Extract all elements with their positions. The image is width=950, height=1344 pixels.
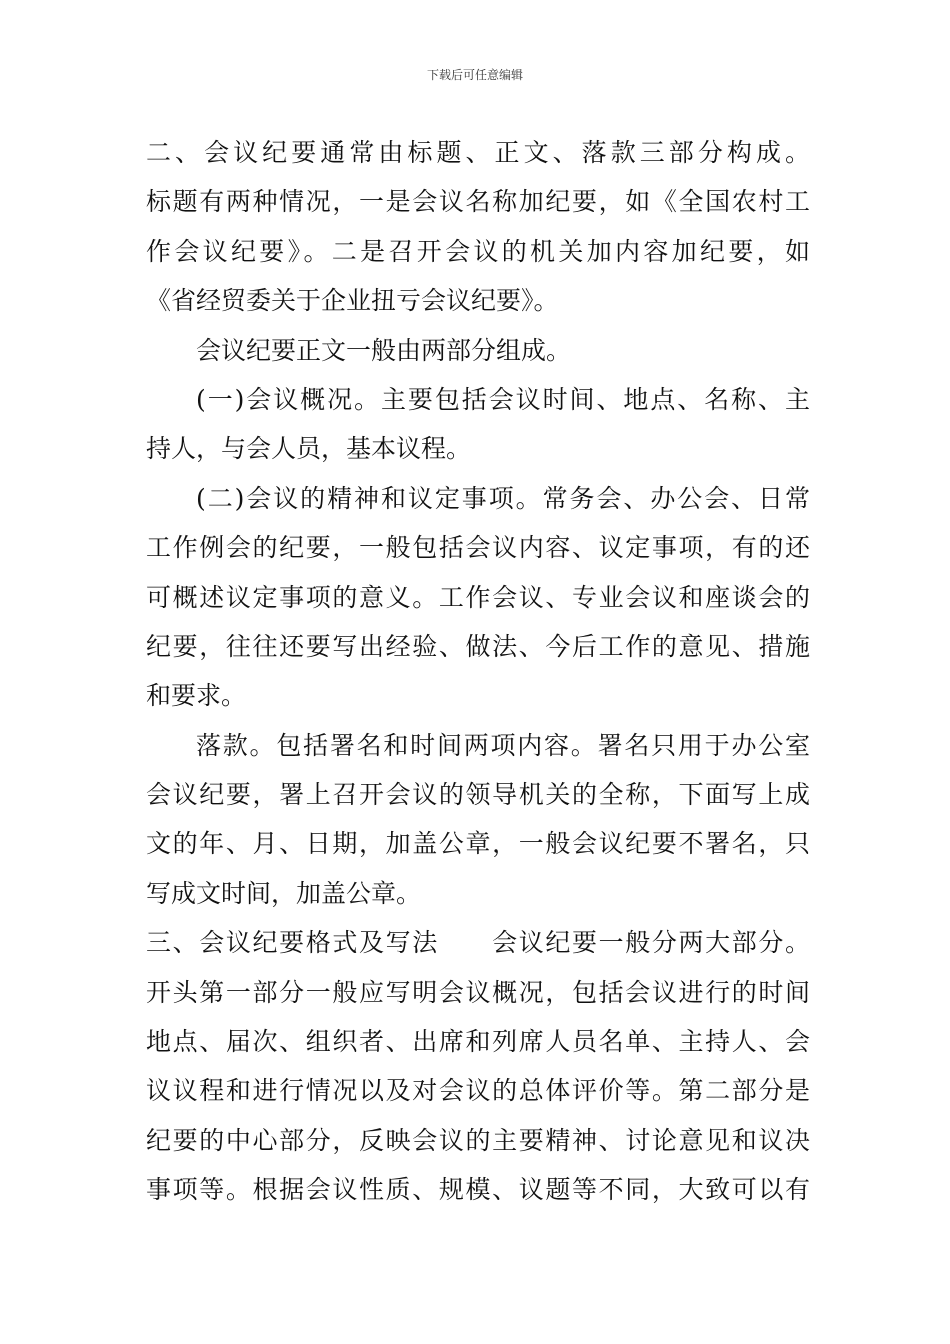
- paragraph-start-line: (一)会议概况。主要包括会议时间、地点、名称、主: [196, 384, 810, 414]
- text-line: 标题有两种情况，一是会议名称加纪要，如《全国农村工: [146, 187, 810, 217]
- text-line: 纪要的中心部分，反映会议的主要精神、讨论意见和议决: [146, 1125, 810, 1155]
- text-line: 可概述议定事项的意义。工作会议、专业会议和座谈会的: [146, 582, 810, 612]
- paragraph-start-line: 落款。包括署名和时间两项内容。署名只用于办公室: [196, 730, 810, 760]
- text-line: 持人，与会人员，基本议程。: [146, 434, 472, 464]
- text-line: 和要求。: [146, 681, 247, 711]
- document-body: [146, 128, 810, 1215]
- text-line: 地点、届次、组织者、出席和列席人员名单、主持人、会: [146, 1027, 810, 1057]
- paragraph-start-line: 会议纪要正文一般由两部分组成。: [196, 335, 572, 365]
- text-line: 纪要，往往还要写出经验、做法、今后工作的意见、措施: [146, 631, 810, 661]
- section-heading-line: 三、会议纪要格式及写法 会议纪要一般分两大部分。: [146, 928, 810, 958]
- text-line: 文的年、月、日期，加盖公章，一般会议纪要不署名，只: [146, 829, 810, 859]
- text-line: 开头第一部分一般应写明会议概况，包括会议进行的时间: [146, 977, 810, 1007]
- text-line: 作会议纪要》。二是召开会议的机关加内容加纪要，如: [146, 236, 810, 266]
- text-line: 工作例会的纪要，一般包括会议内容、议定事项，有的还: [146, 533, 810, 563]
- paragraph-start-line: (二)会议的精神和议定事项。常务会、办公会、日常: [196, 483, 810, 513]
- text-line: 《省经贸委关于企业扭亏会议纪要》。: [146, 286, 559, 316]
- page-header-note: 下载后可任意编辑: [426, 68, 523, 82]
- text-line: 写成文时间，加盖公章。: [146, 878, 422, 908]
- text-line: 会议纪要，署上召开会议的领导机关的全称，下面写上成: [146, 780, 810, 810]
- text-line: 二、会议纪要通常由标题、正文、落款三部分构成。: [146, 138, 810, 167]
- text-line: 议议程和进行情况以及对会议的总体评价等。第二部分是: [146, 1076, 810, 1106]
- text-line: 事项等。根据会议性质、规模、议题等不同，大致可以有: [146, 1175, 810, 1205]
